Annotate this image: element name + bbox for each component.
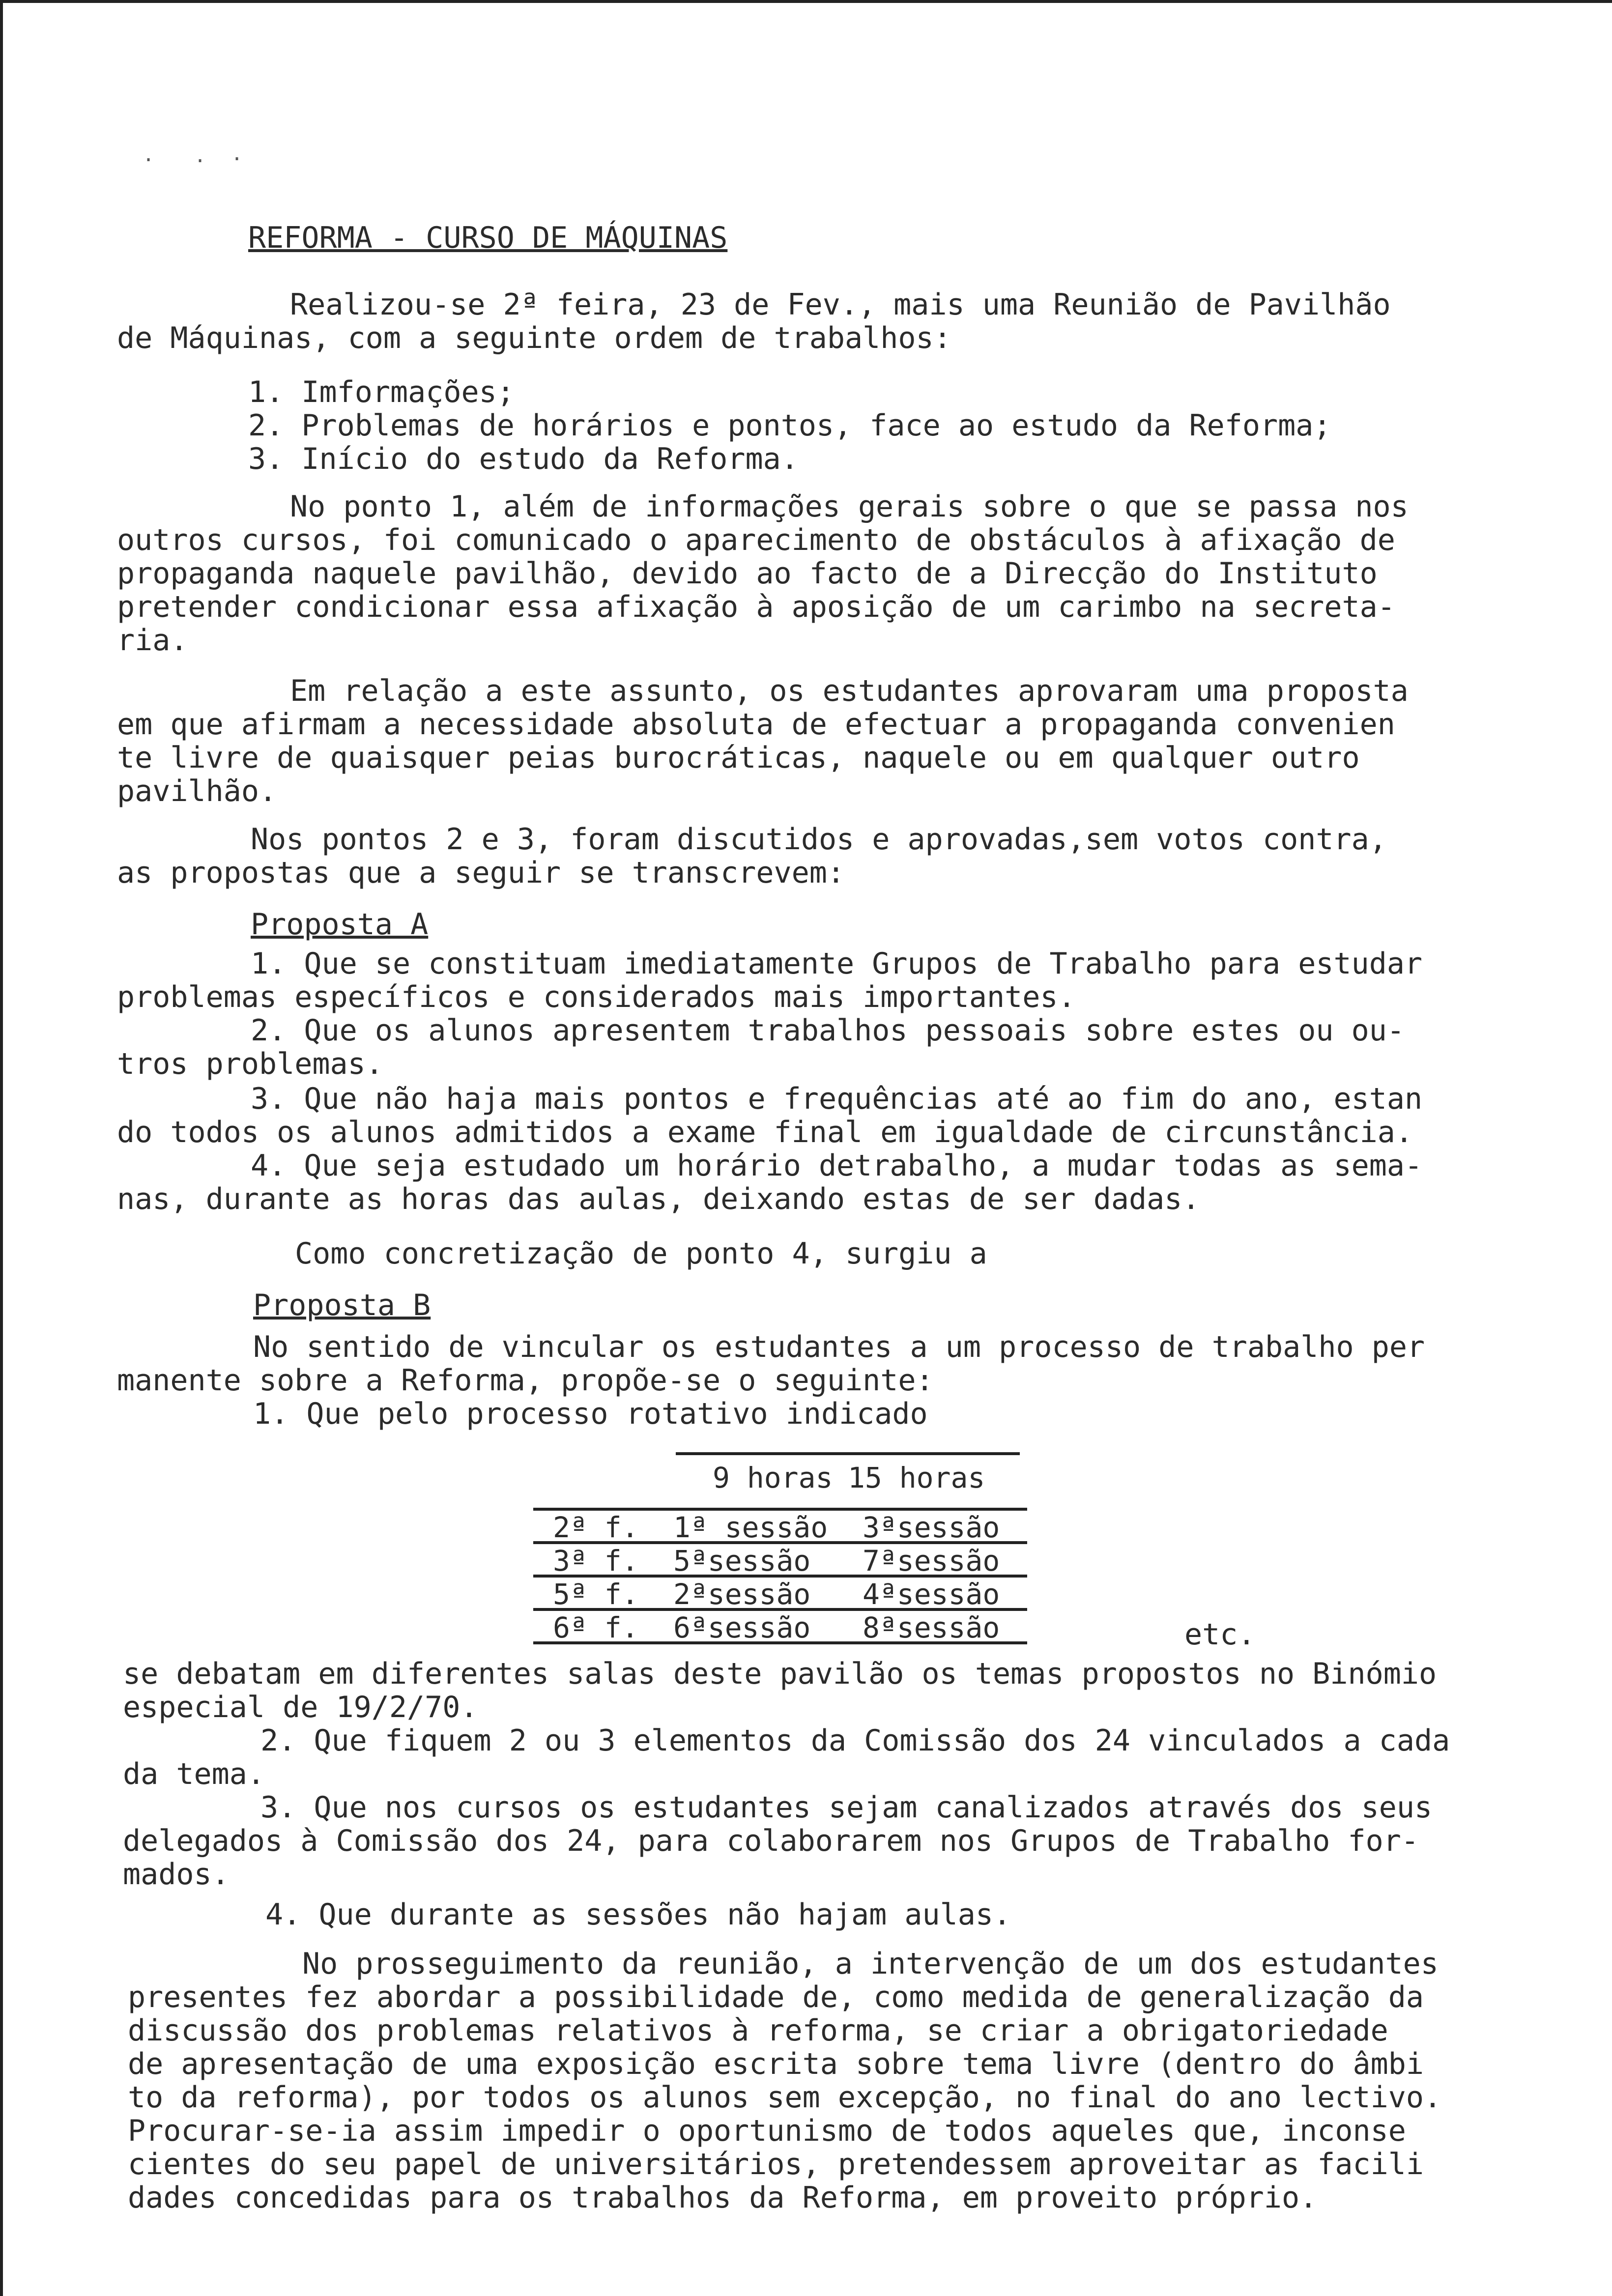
row-morning: 6ªsessão [673, 1611, 811, 1644]
scan-speck: · [231, 148, 243, 171]
paragraph-line: da tema. [123, 1757, 265, 1791]
schedule-row [533, 1608, 1027, 1644]
paragraph-line: propaganda naquele pavilhão, devido ao facto de a Direcção do Instituto [117, 556, 1378, 591]
schedule-etc: etc. [1184, 1617, 1256, 1652]
row-morning: 2ªsessão [673, 1578, 811, 1611]
proposta-b-line: 1. Que pelo processo rotativo indicado [253, 1397, 928, 1431]
row-day: 5ª f. [553, 1578, 639, 1611]
agenda-item: 2. Problemas de horários e pontos, face ao estudo da Reforma; [248, 408, 1331, 443]
paragraph-line: em que afirmam a necessidade absoluta de efectuar a propaganda convenien [117, 707, 1395, 742]
paragraph-line: te livre de quaisquer peias burocráticas, naquele ou em qualquer outro [117, 741, 1360, 775]
paragraph-line: dades concedidas para os trabalhos da Reforma, em proveito próprio. [128, 2181, 1318, 2215]
row-afternoon: 3ªsessão [863, 1511, 1000, 1544]
schedule-header [676, 1452, 1020, 1492]
proposta-a-line: nas, durante as horas das aulas, deixando estas de ser dadas. [117, 1182, 1200, 1216]
agenda-item: 1. Imformações; [248, 375, 515, 409]
header-afternoon: 15 horas [848, 1461, 985, 1494]
schedule-row [533, 1575, 1027, 1611]
page-border-top [0, 0, 1612, 3]
proposta-a-heading: Proposta A [251, 907, 429, 942]
paragraph-line: Nos pontos 2 e 3, foram discutidos e aprovadas,sem votos contra, [251, 822, 1387, 857]
paragraph-line: mados. [123, 1857, 230, 1892]
document-title: REFORMA - CURSO DE MÁQUINAS [248, 221, 728, 255]
agenda-item: 3. Início do estudo da Reforma. [248, 442, 799, 476]
schedule-row [533, 1508, 1027, 1544]
schedule-row [533, 1541, 1027, 1578]
row-day: 6ª f. [553, 1611, 639, 1644]
paragraph-line: especial de 19/2/70. [123, 1690, 478, 1724]
proposta-a-line: do todos os alunos admitidos a exame final em igualdade de circunstância. [117, 1115, 1413, 1149]
concretizacao-line: Como concretização de ponto 4, surgiu a [295, 1236, 987, 1271]
paragraph-line: 3. Que nos cursos os estudantes sejam canalizados através dos seus [260, 1790, 1433, 1825]
paragraph-line: presentes fez abordar a possibilidade de, como medida de generalização da [128, 1980, 1424, 2014]
paragraph-line: delegados à Comissão dos 24, para colaborarem nos Grupos de Trabalho for- [123, 1824, 1419, 1858]
proposta-a-line: 4. Que seja estudado um horário detrabalho, a mudar todas as sema- [251, 1148, 1423, 1183]
paragraph-line: se debatam em diferentes salas deste pavilão os temas propostos no Binómio [123, 1657, 1437, 1691]
intro-line: Realizou-se 2ª feira, 23 de Fev., mais uma Reunião de Pavilhão [290, 287, 1391, 322]
paragraph-line: as propostas que a seguir se transcrevem: [117, 856, 845, 890]
scan-speck: · [143, 149, 155, 172]
row-day: 3ª f. [553, 1544, 639, 1578]
proposta-a-line: 2. Que os alunos apresentem trabalhos pessoais sobre estes ou ou- [251, 1013, 1405, 1048]
row-afternoon: 4ªsessão [863, 1578, 1000, 1611]
proposta-b-line: No sentido de vincular os estudantes a um processo de trabalho per [253, 1330, 1425, 1364]
intro-line: de Máquinas, com a seguinte ordem de trabalhos: [117, 321, 951, 355]
proposta-b-line: manente sobre a Reforma, propõe-se o seguinte: [117, 1363, 934, 1398]
paragraph-line: outros cursos, foi comunicado o aparecimento de obstáculos à afixação de [117, 523, 1395, 557]
proposta-a-line: tros problemas. [117, 1047, 383, 1081]
paragraph-line: Procurar-se-ia assim impedir o oportunismo de todos aqueles que, inconse [128, 2114, 1406, 2148]
row-day: 2ª f. [553, 1511, 639, 1544]
paragraph-line: discussão dos problemas relativos à reforma, se criar a obrigatoriedade [128, 2013, 1388, 2048]
row-afternoon: 7ªsessão [863, 1544, 1000, 1578]
paragraph-line: ria. [117, 623, 188, 658]
proposta-a-line: problemas específicos e considerados mais importantes. [117, 980, 1076, 1014]
scan-speck: · [194, 150, 206, 172]
paragraph-line: to da reforma), por todos os alunos sem excepção, no final do ano lectivo. [128, 2080, 1442, 2115]
paragraph-line: No ponto 1, além de informações gerais sobre o que se passa nos [290, 489, 1409, 524]
row-morning: 5ªsessão [673, 1544, 811, 1578]
paragraph-line: 4. Que durante as sessões não hajam aulas. [265, 1897, 1011, 1932]
header-morning: 9 horas [713, 1461, 833, 1494]
paragraph-line: Em relação a este assunto, os estudantes aprovaram uma proposta [290, 674, 1409, 708]
page-border-left [0, 0, 3, 2296]
row-afternoon: 8ªsessão [863, 1611, 1000, 1644]
row-morning: 1ª sessão [673, 1511, 828, 1544]
paragraph-line: 2. Que fiquem 2 ou 3 elementos da Comissão dos 24 vinculados a cada [260, 1723, 1450, 1758]
paragraph-line: cientes do seu papel de universitários, pretendessem aproveitar as facili [128, 2147, 1424, 2181]
paragraph-line: No prosseguimento da reunião, a intervenção de um dos estudantes [302, 1947, 1439, 1981]
proposta-a-line: 3. Que não haja mais pontos e frequências até ao fim do ano, estan [251, 1082, 1423, 1116]
proposta-a-line: 1. Que se constituam imediatamente Grupos de Trabalho para estudar [251, 947, 1423, 981]
proposta-b-heading: Proposta B [253, 1288, 431, 1322]
paragraph-line: de apresentação de uma exposição escrita sobre tema livre (dentro do âmbi [128, 2047, 1424, 2081]
paragraph-line: pavilhão. [117, 774, 277, 808]
paragraph-line: pretender condicionar essa afixação à aposição de um carimbo na secreta- [117, 590, 1395, 624]
